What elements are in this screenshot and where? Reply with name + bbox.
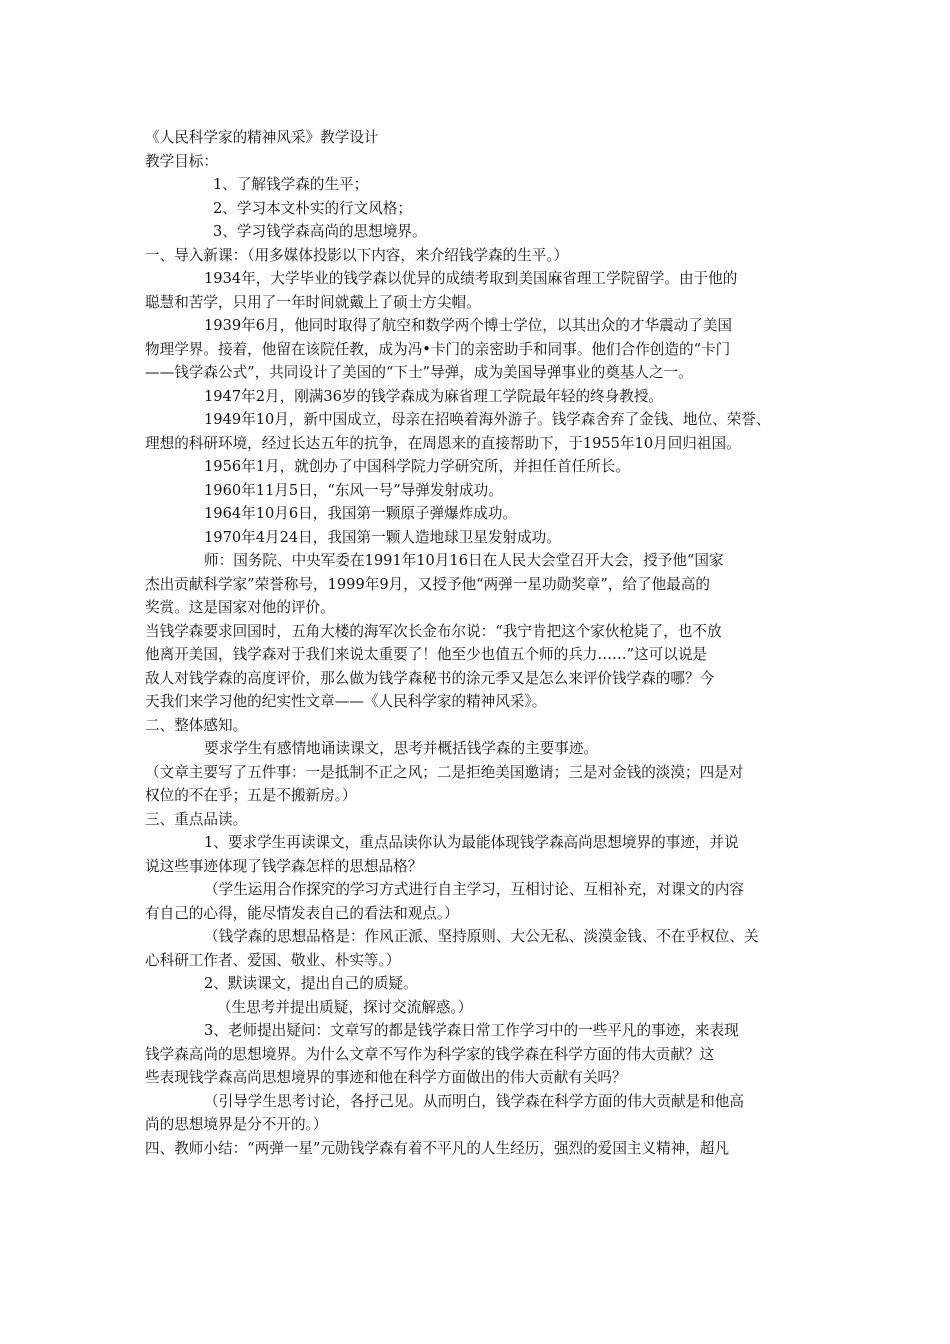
paragraph-line: 说这些事迹体现了钱学森怎样的思想品格？ [145, 857, 423, 875]
goal-item: 1、了解钱学森的生平； [213, 176, 369, 193]
paragraph-line: 聪慧和苦学，只用了一年时间就戴上了硕士方尖帽。 [145, 293, 481, 311]
goal-item: 3、学习钱学森高尚的思想境界。 [213, 223, 427, 240]
paragraph-line: 些表现钱学森高尚思想境界的事迹和他在科学方面做出的伟大贡献有关吗？ [145, 1069, 627, 1086]
paragraph-line: （引导学生思考讨论，各抒己见。从而明白，钱学森在科学方面的伟大贡献是和他高 [204, 1092, 744, 1110]
paragraph-line: （钱学森的思想品格是：作风正派、坚持原则、大公无私、淡漠金钱、不在乎权位、关 [204, 928, 759, 945]
paragraph-line: 1934年，大学毕业的钱学森以优异的成绩考取到美国麻省理工学院留学。由于他的 [204, 270, 738, 287]
paragraph-line: 他离开美国，钱学森对于我们来说太重要了！他至少也值五个师的兵力……”这可以说是 [145, 646, 708, 663]
paragraph-line: 1956年1月，就创办了中国科学院力学研究所，并担任首任所长。 [204, 458, 630, 475]
paragraph-line: 奖赏。这是国家对他的评价。 [145, 599, 335, 616]
paragraph-line: （学生运用合作探究的学习方式进行自主学习，互相讨论、互相补充，对课文的内容 [204, 881, 744, 898]
paragraph-line: 二、整体感知。 [145, 716, 248, 734]
paragraph-line: 1939年6月，他同时取得了航空和数学两个博士学位，以其出众的才华震动了美国 [204, 317, 733, 334]
goal-item: 2、学习本文朴实的行文风格； [213, 199, 413, 217]
paragraph-line: 1947年2月，刚满36岁的钱学森成为麻省理工学院最年轻的终身教授。 [204, 387, 664, 405]
paragraph-line: 要求学生有感情地诵读课文，思考并概括钱学森的主要事迹。 [204, 740, 599, 757]
paragraph-line: 当钱学森要求回国时，五角大楼的海军次长金布尔说：“我宁肯把这个家伙枪毙了，也不放 [145, 622, 722, 640]
paragraph-line: 钱学森高尚的思想境界。为什么文章不写作为科学家的钱学森在科学方面的伟大贡献？这 [145, 1045, 715, 1063]
paragraph-line: 心科研工作者、爱国、敬业、朴实等。） [145, 951, 401, 969]
paragraph-line: 1970年4月24日，我国第一颗人造地球卫星发射成功。 [204, 528, 561, 546]
paragraph-line: 1960年11月5日，“东风一号”导弹发射成功。 [204, 481, 503, 499]
paragraph-line: 杰出贡献科学家”荣誉称号，1999年9月，又授予他“两弹一星功勋奖章”，给了他最高的 [145, 575, 710, 593]
goals-heading: 教学目标： [145, 152, 218, 170]
paragraph-line: 3、老师提出疑问：文章写的都是钱学森日常工作学习中的一些平凡的事迹，来表现 [204, 1022, 739, 1039]
section-heading: 一、导入新课：（用多媒体投影以下内容，来介绍钱学森的生平。） [145, 246, 569, 264]
paragraph-line: （文章主要写了五件事：一是抵制不正之风；二是拒绝美国邀请；三是对金钱的淡漠；四是对 [145, 763, 744, 781]
paragraph-line: 尚的思想境界是分不开的。） [145, 1116, 328, 1133]
paragraph-line: 有自己的心得，能尽情发表自己的看法和观点。） [145, 904, 459, 922]
paragraph-line: 1、要求学生再读课文，重点品读你认为最能体现钱学森高尚思想境界的事迹，并说 [204, 834, 739, 851]
paragraph-line: ——钱学森公式”，共同设计了美国的“下士”导弹，成为美国导弹事业的奠基人之一。 [145, 364, 693, 381]
paragraph-line: 天我们来学习他的纪实性文章——《人民科学家的精神风采》。 [145, 693, 547, 710]
paragraph-line: 1964年10月6日，我国第一颗原子弹爆炸成功。 [204, 505, 518, 522]
paragraph-line: 理想的科研环境，经过长达五年的抗争，在周恩来的直接帮助下，于1955年10月回归祖国。 [145, 434, 741, 452]
paragraph-line: 1949年10月，新中国成立，母亲在招唤着海外游子。钱学森舍弃了金钱、地位、荣誉、 [204, 411, 771, 428]
paragraph-line: 物理学界。接着，他留在该院任教，成为冯•卡门的亲密助手和同事。他们合作创造的“卡门 [145, 340, 731, 358]
paragraph-line: 敌人对钱学森的高度评价，那么做为钱学森秘书的涂元季又是怎么来评价钱学森的哪？今 [145, 669, 715, 687]
paragraph-line: （生思考并提出质疑，探讨交流解惑。） [217, 998, 473, 1016]
paragraph-line: 2、默读课文，提出自己的质疑。 [204, 975, 418, 992]
doc-title: 《人民科学家的精神风采》教学设计 [145, 129, 379, 146]
document-body [145, 267, 810, 1160]
paragraph-line: 四、教师小结：“两弹一星”元勋钱学森有着不平凡的人生经历，强烈的爱国主义精神，超凡 [145, 1139, 730, 1157]
paragraph-line: 师：国务院、中央军委在1991年10月16日在人民大会堂召开大会，授予他“国家 [204, 552, 724, 569]
paragraph-line: 三、重点品读。 [145, 810, 248, 828]
paragraph-line: 权位的不在乎；五是不搬新房。） [145, 787, 357, 804]
document-page [145, 126, 810, 1160]
